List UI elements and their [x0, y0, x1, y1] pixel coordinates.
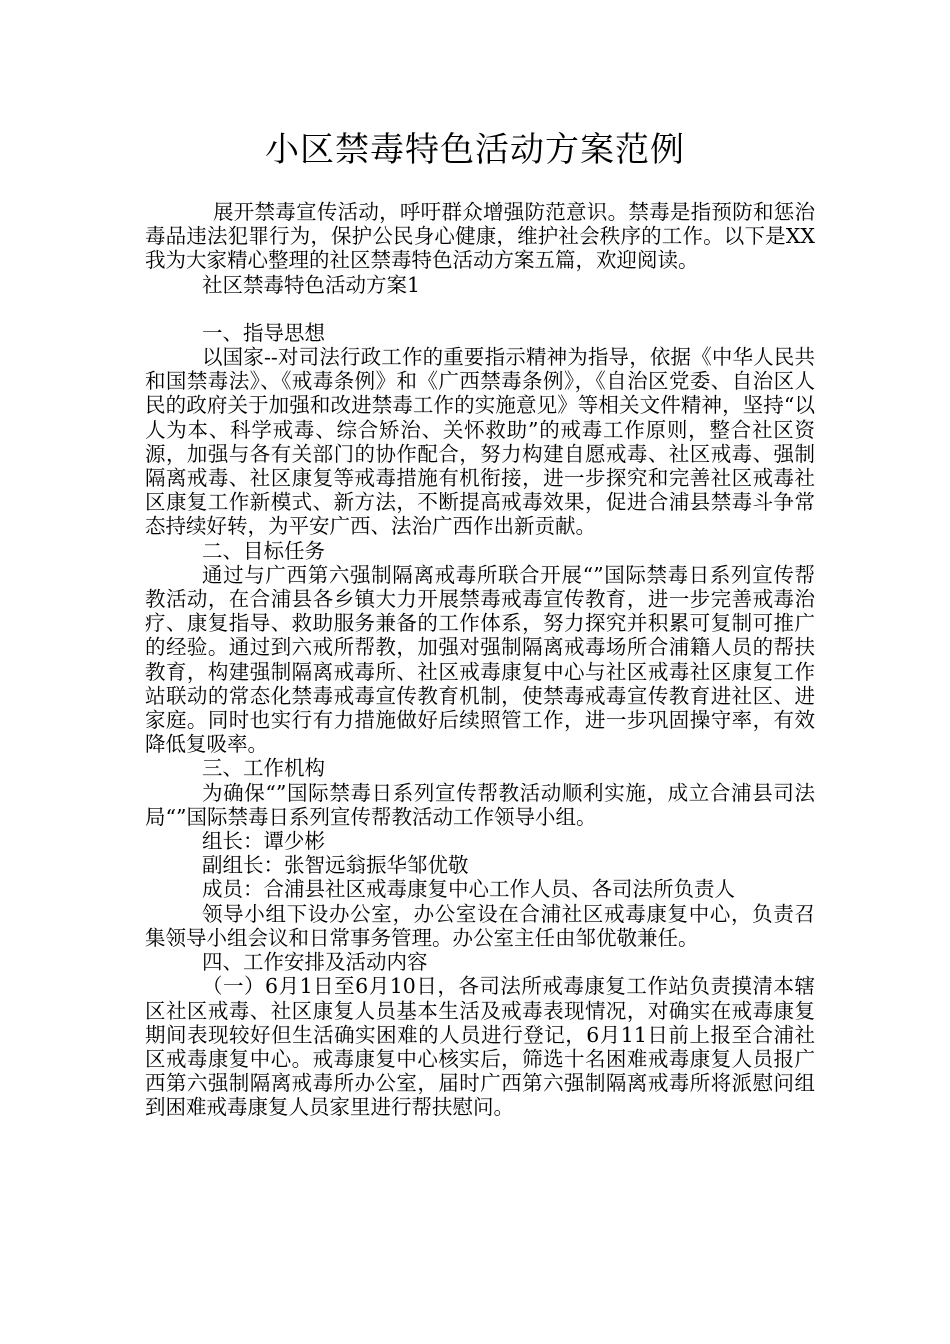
- section-paragraph: 领导小组下设办公室，办公室设在合浦社区戒毒康复中心，负责召集领导小组会议和日常事务管理。办公室主任由邹优敬兼任。: [145, 901, 815, 950]
- members-line: 成员：合浦县社区戒毒康复中心工作人员、各司法所负责人: [202, 877, 735, 902]
- section-heading: 二、目标任务: [202, 538, 325, 563]
- section-heading: 三、工作机构: [202, 756, 325, 781]
- section-heading: 一、指导思想: [202, 320, 325, 345]
- plan-title: 社区禁毒特色活动方案1: [202, 272, 421, 297]
- section-paragraph: 以国家--对司法行政工作的重要指示精神为指导，依据《中华人民共和国禁毒法》、《戒毒条例》和《广西禁毒条例》，《自治区党委、自治区人民的政府关于加强和改进禁毒工作的实施意见》等相关文件精神，坚持“以人为本、科学戒毒、综合矫治、关怀救助”的戒毒工作原则，整合社区资源，加强与各有关部门的协作配合，努力构建自愿戒毒、社区戒毒、强制隔离戒毒、社区康复等戒毒措施有机衔接，进一步探究和完善社区戒毒社区康复工作新模式、新方法，不断提高戒毒效果，促进合浦县禁毒斗争常态持续好转，为平安广西、法治广西作出新贡献。: [145, 345, 815, 539]
- section-paragraph: 为确保“”国际禁毒日系列宣传帮教活动顺利实施，成立合浦县司法局“”国际禁毒日系列宣传帮教活动工作领导小组。: [145, 780, 815, 829]
- section-paragraph: 通过与广西第六强制隔离戒毒所联合开展“”国际禁毒日系列宣传帮教活动，在合浦县各乡镇大力开展禁毒戒毒宣传教育，进一步完善戒毒治疗、康复指导、救助服务兼备的工作体系，努力探究并积累可复制可推广的经验。通过到六戒所帮教，加强对强制隔离戒毒场所合浦籍人员的帮扶教育，构建强制隔离戒毒所、社区戒毒康复中心与社区戒毒社区康复工作站联动的常态化禁毒戒毒宣传教育机制，使禁毒戒毒宣传教育进社区、进家庭。同时也实行有力措施做好后续照管工作，进一步巩固操守率，有效降低复吸率。: [145, 562, 815, 757]
- section-heading: 四、工作安排及活动内容: [202, 950, 428, 975]
- blank-line: [145, 297, 815, 321]
- team-leader-line: 组长：谭少彬: [202, 829, 325, 854]
- document-body: [145, 200, 815, 1120]
- section-paragraph: （一）6月1日至6月10日，各司法所戒毒康复工作站负责摸清本辖区社区戒毒、社区康复人员基本生活及戒毒表现情况，对确实在戒毒康复期间表现较好但生活确实困难的人员进行登记，6月11日前上报至合浦社区戒毒康复中心。戒毒康复中心核实后，筛选十名困难戒毒康复人员报广西第六强制隔离戒毒所办公室，届时广西第六强制隔离戒毒所将派慰问组到困难戒毒康复人员家里进行帮扶慰问。: [145, 974, 815, 1120]
- document-title: 小区禁毒特色活动方案范例: [265, 130, 685, 170]
- deputy-leader-line: 副组长：张智远翁振华邹优敬: [202, 853, 469, 878]
- intro-paragraph: 展开禁毒宣传活动，呼吁群众增强防范意识。禁毒是指预防和惩治毒品违法犯罪行为，保护公民身心健康，维护社会秩序的工作。以下是XX我为大家精心整理的社区禁毒特色活动方案五篇，欢迎阅读。: [145, 200, 815, 273]
